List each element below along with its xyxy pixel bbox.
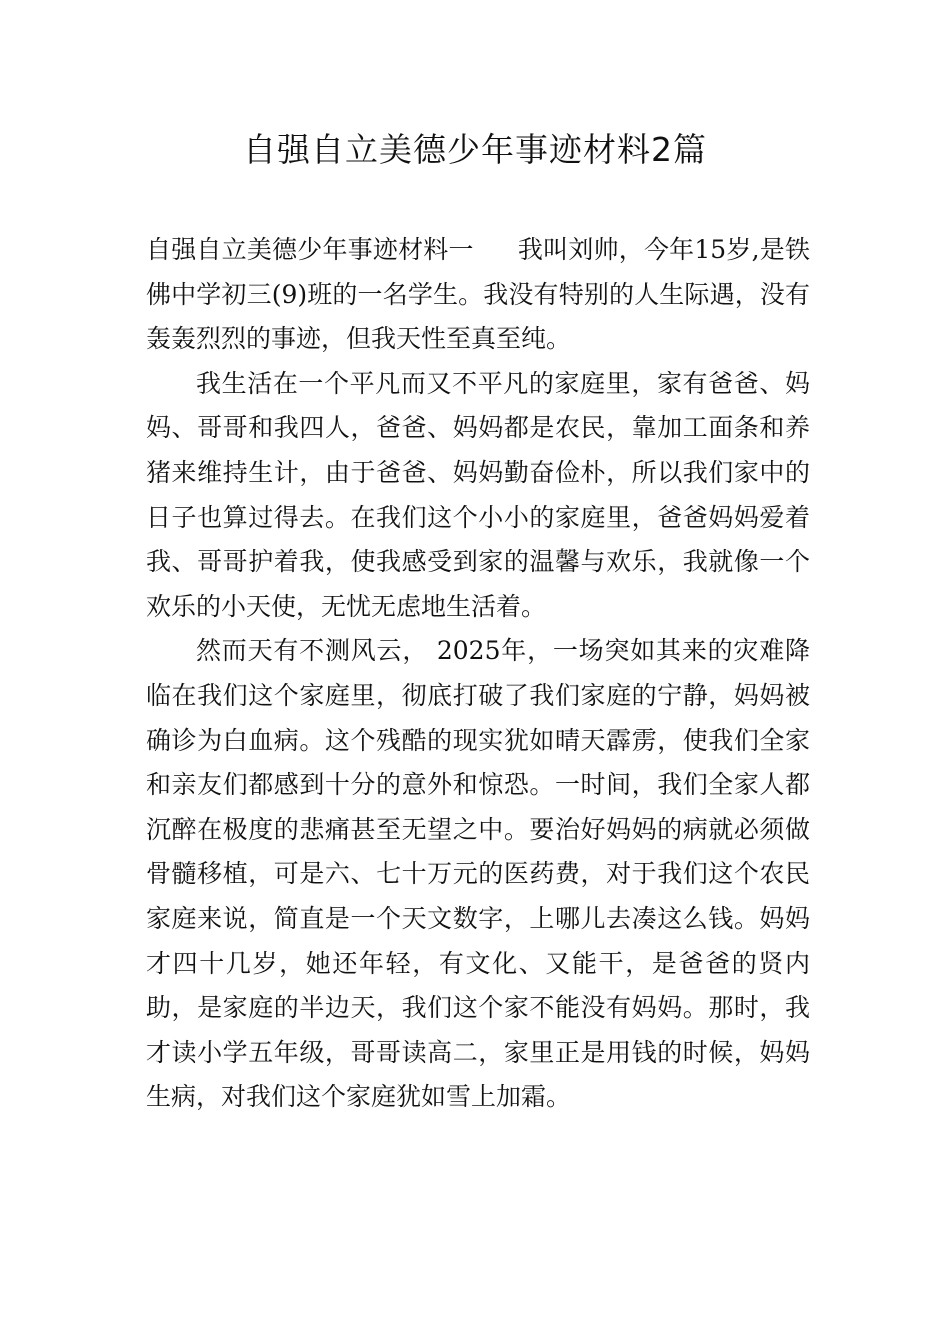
paragraph-3: 然而天有不测风云， 2025年，一场突如其来的灾难降临在我们这个家庭里，彻底打破了我们家庭的宁静，妈妈被确诊为白血病。这个残酷的现实犹如晴天霹雳，使我们全家和亲友们都感到十分的意外和惊恐。一时间，我们全家人都沉醉在极度的悲痛甚至无望之中。要治好妈妈的病就必须做骨髓移植，可是六、七十万元的医药费，对于我们这个农民家庭来说，简直是一个天文数字，上哪儿去凑这么钱。妈妈才四十几岁，她还年轻，有文化、又能干，是爸爸的贤内助，是家庭的半边天，我们这个家不能没有妈妈。那时，我才读小学五年级，哥哥读高二，家里正是用钱的时候，妈妈生病，对我们这个家庭犹如雪上加霜。 [146, 636, 810, 1112]
document-body [146, 228, 810, 1120]
document-title: 自强自立美德少年事迹材料2篇 [243, 130, 707, 169]
paragraph-1-text: 我叫刘帅，今年15岁,是铁佛中学初三(9)班的一名学生。我没有特别的人生际遇，没有轰轰烈烈的事迹，但我天性至真至纯。 [146, 235, 810, 354]
paragraph-1 [146, 228, 810, 362]
section-heading: 自强自立美德少年事迹材料一 [146, 235, 474, 264]
paragraph-2: 我生活在一个平凡而又不平凡的家庭里，家有爸爸、妈妈、哥哥和我四人，爸爸、妈妈都是农民，靠加工面条和养猪来维持生计，由于爸爸、妈妈勤奋俭朴，所以我们家中的日子也算过得去。在我们这个小小的家庭里，爸爸妈妈爱着我、哥哥护着我，使我感受到家的温馨与欢乐，我就像一个欢乐的小天使，无忧无虑地生活着。 [146, 368, 810, 621]
